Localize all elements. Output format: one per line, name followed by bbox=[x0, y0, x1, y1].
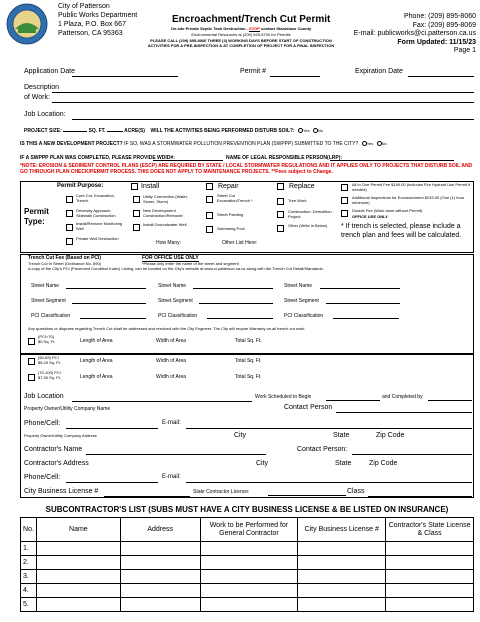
utility-connection-checkbox[interactable] bbox=[133, 196, 140, 203]
expiration-date-field[interactable] bbox=[408, 76, 474, 77]
description-line-2[interactable] bbox=[52, 102, 474, 103]
lrp-label: NAME OF LEGAL RESPONSIBLE PERSON(LRP): bbox=[226, 155, 343, 161]
table-row[interactable]: 1. bbox=[21, 542, 474, 556]
description-label: Description of Work: bbox=[24, 84, 60, 101]
zip-label: Zip Code bbox=[376, 432, 405, 439]
permit-number-label: Permit # bbox=[240, 68, 267, 75]
private-well-checkbox[interactable] bbox=[66, 238, 73, 245]
repair-checkbox[interactable] bbox=[206, 183, 213, 190]
all-in-one-fee-checkbox[interactable] bbox=[341, 184, 348, 191]
completed-by-field[interactable] bbox=[428, 400, 472, 401]
job-location-field[interactable] bbox=[72, 119, 474, 120]
contact-job-location-field[interactable] bbox=[72, 401, 252, 402]
city-license-label: City Business License # bbox=[24, 488, 99, 495]
trench-plan-note: * If trench is selected, please include a trench plan and fees will be calculated. bbox=[341, 223, 462, 239]
pci-field-1[interactable] bbox=[80, 318, 146, 319]
street-painting-checkbox[interactable] bbox=[206, 212, 213, 219]
wdid-label: IF A SWPPP PLAN WAS COMPLETED, PLEASE PROVIDE WDID#: bbox=[20, 155, 175, 161]
email-label: E-mail: bbox=[162, 420, 181, 426]
contractor-email-field[interactable] bbox=[186, 482, 472, 483]
project-size-row: PROJECT SIZE: SQ. FT. ACRE(S) WILL THE ACTIVITIES BEING PERFORMED DISTURB SOIL?: Yes No bbox=[24, 128, 324, 134]
work-begin-label: Work Scheduled to Begin bbox=[255, 394, 312, 400]
street-name-field-3[interactable] bbox=[320, 288, 400, 289]
permit-purpose-label: Permit Purpose: bbox=[57, 183, 104, 189]
escp-note: *NOTE: EROSION & SEDIMENT CONTROL PLANS (ESCP) ARE REQUIRED BY STATE / LOCAL STORMWATER REGULATIONS AND IT APPLIES ONLY TO PROJECTS THAT DISTURB SOIL AND GO THROUGH PLAN CHECK/PERMIT PROCESS. THIS DOES NOT APPLY TO MAINTENANCE PROJECTS. **Fees subject to Change. bbox=[20, 163, 473, 175]
pci-rate-3-checkbox[interactable] bbox=[28, 374, 35, 381]
contractor-zip-label: Zip Code bbox=[369, 460, 398, 467]
trench-fee-label: Trench Cut Fee (Based on PCI) bbox=[28, 255, 102, 261]
contractor-state-label: State bbox=[335, 460, 352, 467]
permit-number-field[interactable] bbox=[270, 76, 320, 77]
contractor-email-label: E-mail: bbox=[162, 474, 181, 480]
contractor-city-label: City bbox=[256, 460, 269, 467]
street-segment-field-3[interactable] bbox=[326, 303, 400, 304]
contractor-contact-field[interactable] bbox=[352, 454, 472, 455]
contact-person-label: Contact Person bbox=[284, 404, 333, 411]
table-row[interactable]: 2. bbox=[21, 556, 474, 570]
pci-rate-1-checkbox[interactable] bbox=[28, 338, 35, 345]
additional-inspection-checkbox[interactable] bbox=[341, 197, 348, 204]
swimming-pool-checkbox[interactable] bbox=[206, 226, 213, 233]
double-fee-checkbox[interactable] bbox=[341, 210, 348, 217]
install-label: Install bbox=[141, 183, 160, 190]
subcontractor-heading: SUBCONTRACTOR'S LIST (SUBS MUST HAVE A CITY BUSINESS LICENSE & BE LISTED ON INSURANCE) bbox=[45, 505, 449, 514]
contractor-contact-label: Contact Person: bbox=[297, 446, 348, 453]
owner-address-label: Property Owner/Utility Company Address bbox=[24, 433, 97, 438]
phone-cell-label: Phone/Cell: bbox=[24, 420, 61, 427]
contact-job-location-label: Job Location bbox=[24, 393, 64, 400]
contractor-name-field[interactable] bbox=[86, 454, 266, 455]
other-checkbox[interactable] bbox=[277, 225, 284, 232]
page-title: Encroachment/Trench Cut Permit bbox=[172, 14, 331, 25]
description-line-1[interactable] bbox=[52, 92, 474, 93]
replace-checkbox[interactable] bbox=[277, 183, 284, 190]
city-license-field[interactable] bbox=[104, 496, 190, 497]
monitoring-well-checkbox[interactable] bbox=[66, 224, 73, 231]
install-checkbox[interactable] bbox=[131, 183, 138, 190]
work-begin-field[interactable] bbox=[326, 400, 380, 401]
city-seal bbox=[6, 3, 48, 45]
wdid-field[interactable] bbox=[153, 160, 223, 161]
septic-note: On-site Private Septic Tank Destruction - STOP contact Stanislaus County bbox=[170, 26, 312, 31]
office-use-label: FOR OFFICE USE ONLY bbox=[142, 255, 199, 261]
class-field[interactable] bbox=[368, 496, 472, 497]
new-development-checkbox[interactable] bbox=[133, 210, 140, 217]
street-name-field-1[interactable] bbox=[66, 288, 146, 289]
state-license-field[interactable] bbox=[268, 495, 346, 496]
permit-type-label: Permit Type: bbox=[24, 207, 49, 226]
contact-person-field[interactable] bbox=[336, 412, 472, 413]
contact-block: Phone: (209) 895-8060 Fax: (209) 895-8069 E-mail: publicworks@ci.patterson.ca.us Form Updated: 11/15/23 Page 1 bbox=[353, 13, 476, 54]
ordinance-note: Trench Cut in Street (Ordinance No. 890) bbox=[28, 261, 101, 266]
completed-by-label: and Completed by bbox=[382, 394, 423, 400]
application-date-field[interactable] bbox=[72, 76, 178, 77]
application-date-label: Application Date bbox=[24, 68, 75, 75]
demolition-checkbox[interactable] bbox=[277, 211, 284, 218]
state-license-label: State Contractor Licence: bbox=[193, 489, 250, 495]
street-name-field-2[interactable] bbox=[193, 288, 273, 289]
street-segment-field-2[interactable] bbox=[199, 303, 273, 304]
pci-rate-2-checkbox[interactable] bbox=[28, 358, 35, 365]
curb-cut-checkbox[interactable] bbox=[66, 196, 73, 203]
pci-copy-note: A copy of the City's PCI (Pavement Condition Index) Listing, can be located on the City's website at www.ci.patterson.ca.us along with the Trench Cut Detail/Standards. bbox=[28, 266, 324, 271]
disputes-note: Any questions or disputes regarding Trench Cut shall be addressed and resolved with the City Engineer. The City will require Warranty on all trench cut work. bbox=[28, 326, 306, 331]
expiration-date-label: Expiration Date bbox=[355, 68, 403, 75]
inspection-notice: PLEASE CALL (209) 895-8060 THREE (3) WORKING DAYS BEFORE START OF CONSTRUCTION ACTIVITIES FOR A PRE-INSPECTION & AT COMPLETION OF PROJECT FOR A FINAL INSPECTION bbox=[147, 38, 335, 48]
street-cut-checkbox[interactable] bbox=[206, 196, 213, 203]
lrp-field[interactable] bbox=[330, 160, 454, 161]
dept-address: City of Patterson Public Works Department 1 Plaza, P.O. Box 667 Patterson, CA 95363 bbox=[58, 3, 138, 37]
owner-name-label: Property Owner/Utility Company Name bbox=[24, 406, 111, 412]
phone-cell-field[interactable] bbox=[66, 428, 158, 429]
subcontractor-header-row: No. Name Address Work to be Performed for General Contractor City Business License # Contractor's State License & Class bbox=[21, 518, 474, 542]
job-location-label: Job Location: bbox=[24, 111, 66, 118]
pci-field-3[interactable] bbox=[333, 318, 399, 319]
development-row: IS THIS A NEW DEVELOPMENT PROJECT? IF SO, WAS A STORMWATER POLLUTION PREVENTION PLAN (SWPPP) SUBMITTED TO THE CITY? Yes No bbox=[20, 141, 387, 147]
table-row[interactable]: 3. bbox=[21, 570, 474, 584]
replace-label: Replace bbox=[289, 183, 315, 190]
class-label: Class bbox=[347, 488, 365, 495]
driveway-checkbox[interactable] bbox=[66, 210, 73, 217]
subcontractor-table bbox=[20, 517, 474, 612]
table-row[interactable]: 5. bbox=[21, 598, 474, 612]
tree-work-checkbox[interactable] bbox=[277, 198, 284, 205]
contractor-phone-field[interactable] bbox=[66, 482, 158, 483]
contractor-name-label: Contractor's Name bbox=[24, 446, 83, 453]
street-entry-note: *Please only enter the name of the street and segment bbox=[142, 261, 239, 266]
contractor-phone-label: Phone/Cell: bbox=[24, 474, 61, 481]
street-segment-field-1[interactable] bbox=[72, 303, 146, 304]
env-note: Environmental Resources at (209) 525-6700 for Permits bbox=[191, 32, 291, 37]
state-label: State bbox=[333, 432, 350, 439]
city-label: City bbox=[234, 432, 247, 439]
table-row[interactable]: 4. bbox=[21, 584, 474, 598]
groundwater-well-checkbox[interactable] bbox=[133, 224, 140, 231]
pci-field-2[interactable] bbox=[207, 318, 273, 319]
repair-label: Repair bbox=[218, 183, 239, 190]
contractor-address-label: Contractor's Address bbox=[24, 460, 89, 467]
email-field[interactable] bbox=[186, 428, 472, 429]
